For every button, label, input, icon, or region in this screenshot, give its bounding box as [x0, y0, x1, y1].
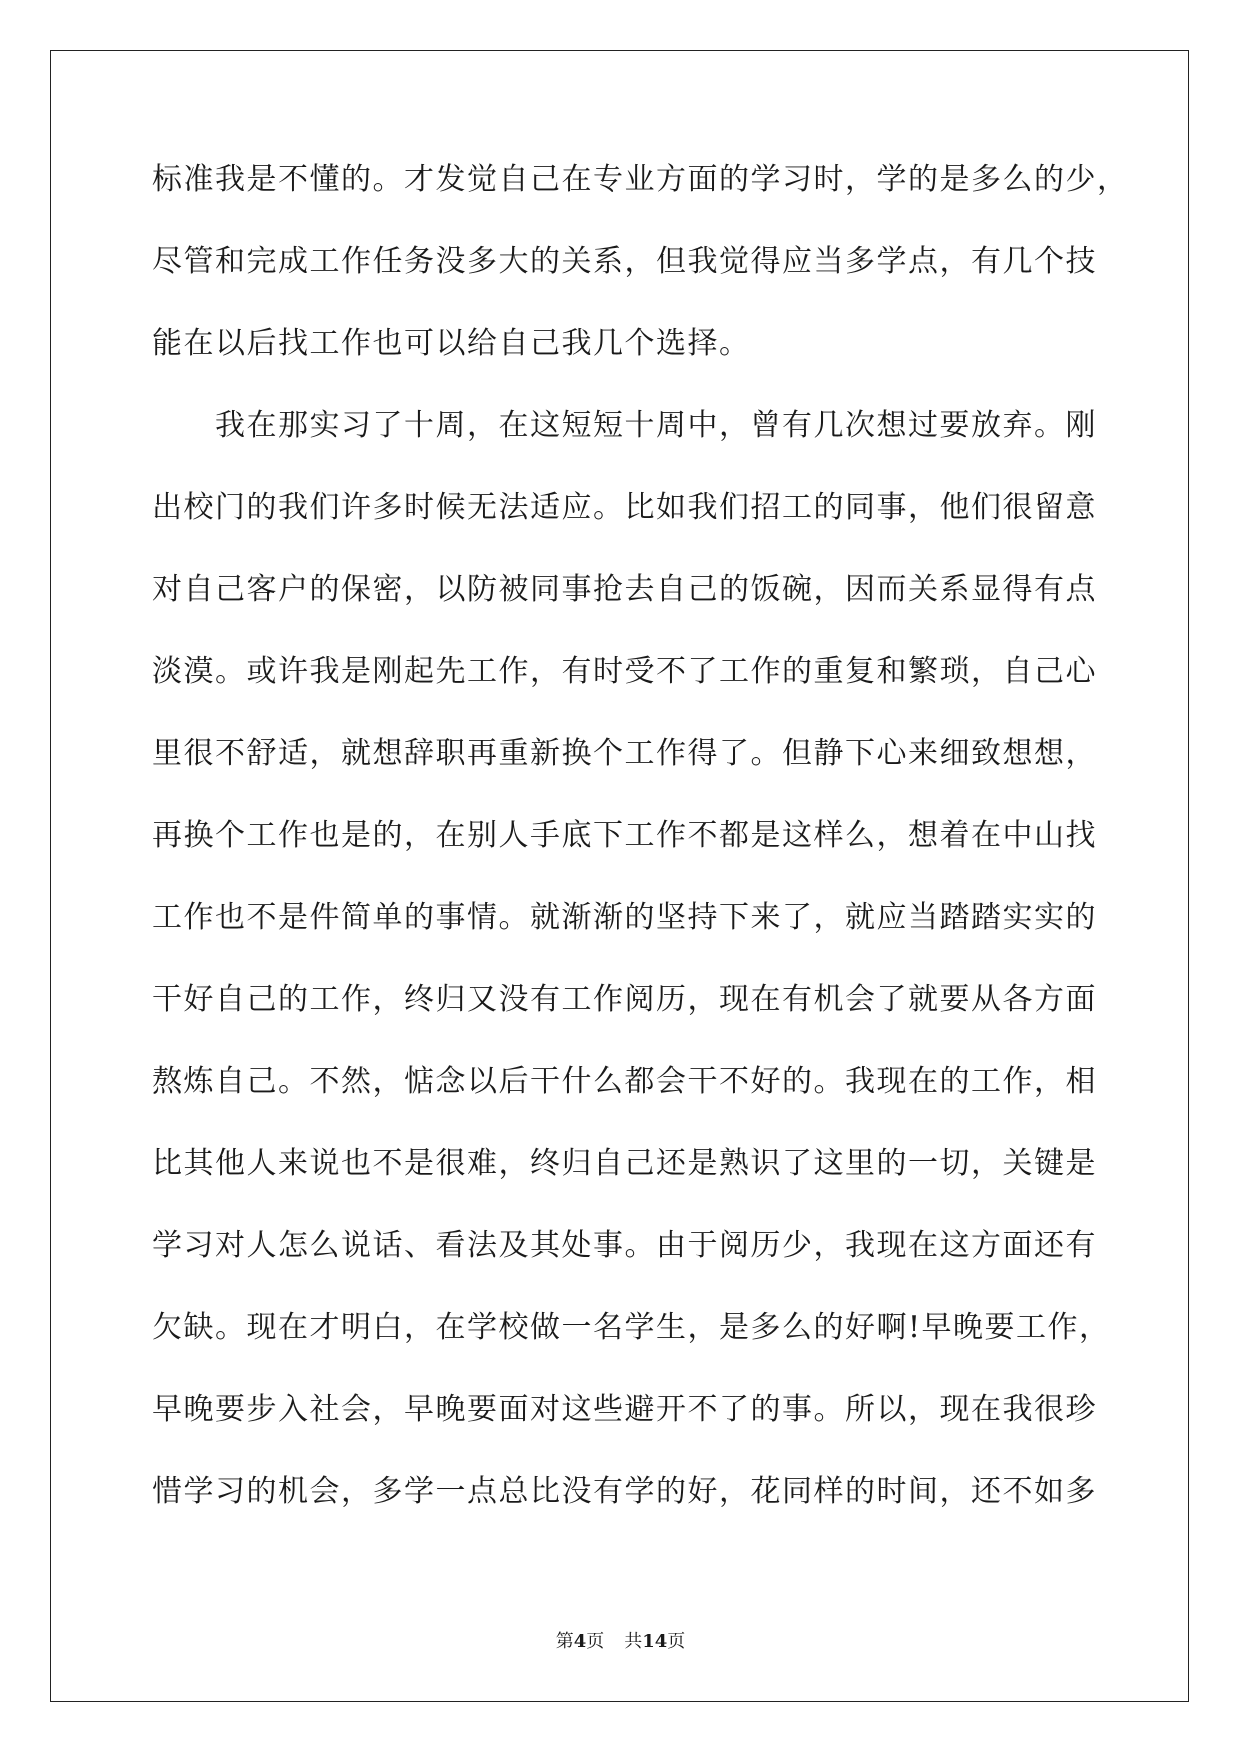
text-line: 惜学习的机会，多学一点总比没有学的好，花同样的时间，还不如多 — [152, 1474, 1097, 1509]
page-suffix: 页 — [586, 1631, 605, 1652]
text-line: 早晚要步入社会，早晚要面对这些避开不了的事。所以，现在我很珍 — [152, 1392, 1097, 1427]
text-line: 比其他人来说也不是很难，终归自己还是熟识了这里的一切，关键是 — [152, 1146, 1097, 1181]
text-line: 学习对人怎么说话、看法及其处事。由于阅历少，我现在这方面还有 — [152, 1228, 1097, 1263]
text-line: 工作也不是件简单的事情。就渐渐的坚持下来了，就应当踏踏实实的 — [152, 900, 1097, 935]
page-current: 4 — [573, 1631, 587, 1652]
text-line: 我在那实习了十周，在这短短十周中，曾有几次想过要放弃。刚 — [152, 408, 1097, 443]
text-line: 欠缺。现在才明白，在学校做一名学生，是多么的好啊!早晚要工作， — [152, 1310, 1111, 1345]
text-line: 出校门的我们许多时候无法适应。比如我们招工的同事，他们很留意 — [152, 490, 1097, 525]
total-prefix: 共 — [624, 1631, 643, 1652]
total-suffix: 页 — [667, 1631, 686, 1652]
page-total: 14 — [642, 1631, 668, 1652]
document-body — [152, 160, 1129, 1554]
text-line: 对自己客户的保密，以防被同事抢去自己的饭碗，因而关系显得有点 — [152, 572, 1097, 607]
text-line: 再换个工作也是的，在别人手底下工作不都是这样么，想着在中山找 — [152, 818, 1097, 853]
text-line: 里很不舒适，就想辞职再重新换个工作得了。但静下心来细致想想， — [152, 736, 1097, 771]
text-line: 干好自己的工作，终归又没有工作阅历，现在有机会了就要从各方面 — [152, 982, 1097, 1017]
text-line: 淡漠。或许我是刚起先工作，有时受不了工作的重复和繁琐，自己心 — [152, 654, 1097, 689]
text-line: 尽管和完成工作任务没多大的关系，但我觉得应当多学点，有几个技 — [152, 244, 1097, 279]
text-line: 标准我是不懂的。才发觉自己在专业方面的学习时，学的是多么的少， — [152, 162, 1129, 197]
text-line: 熬炼自己。不然，惦念以后干什么都会干不好的。我现在的工作，相 — [152, 1064, 1097, 1099]
text-line: 能在以后找工作也可以给自己我几个选择。 — [152, 326, 751, 361]
page-prefix: 第 — [555, 1631, 574, 1652]
page-footer — [0, 1627, 1241, 1653]
